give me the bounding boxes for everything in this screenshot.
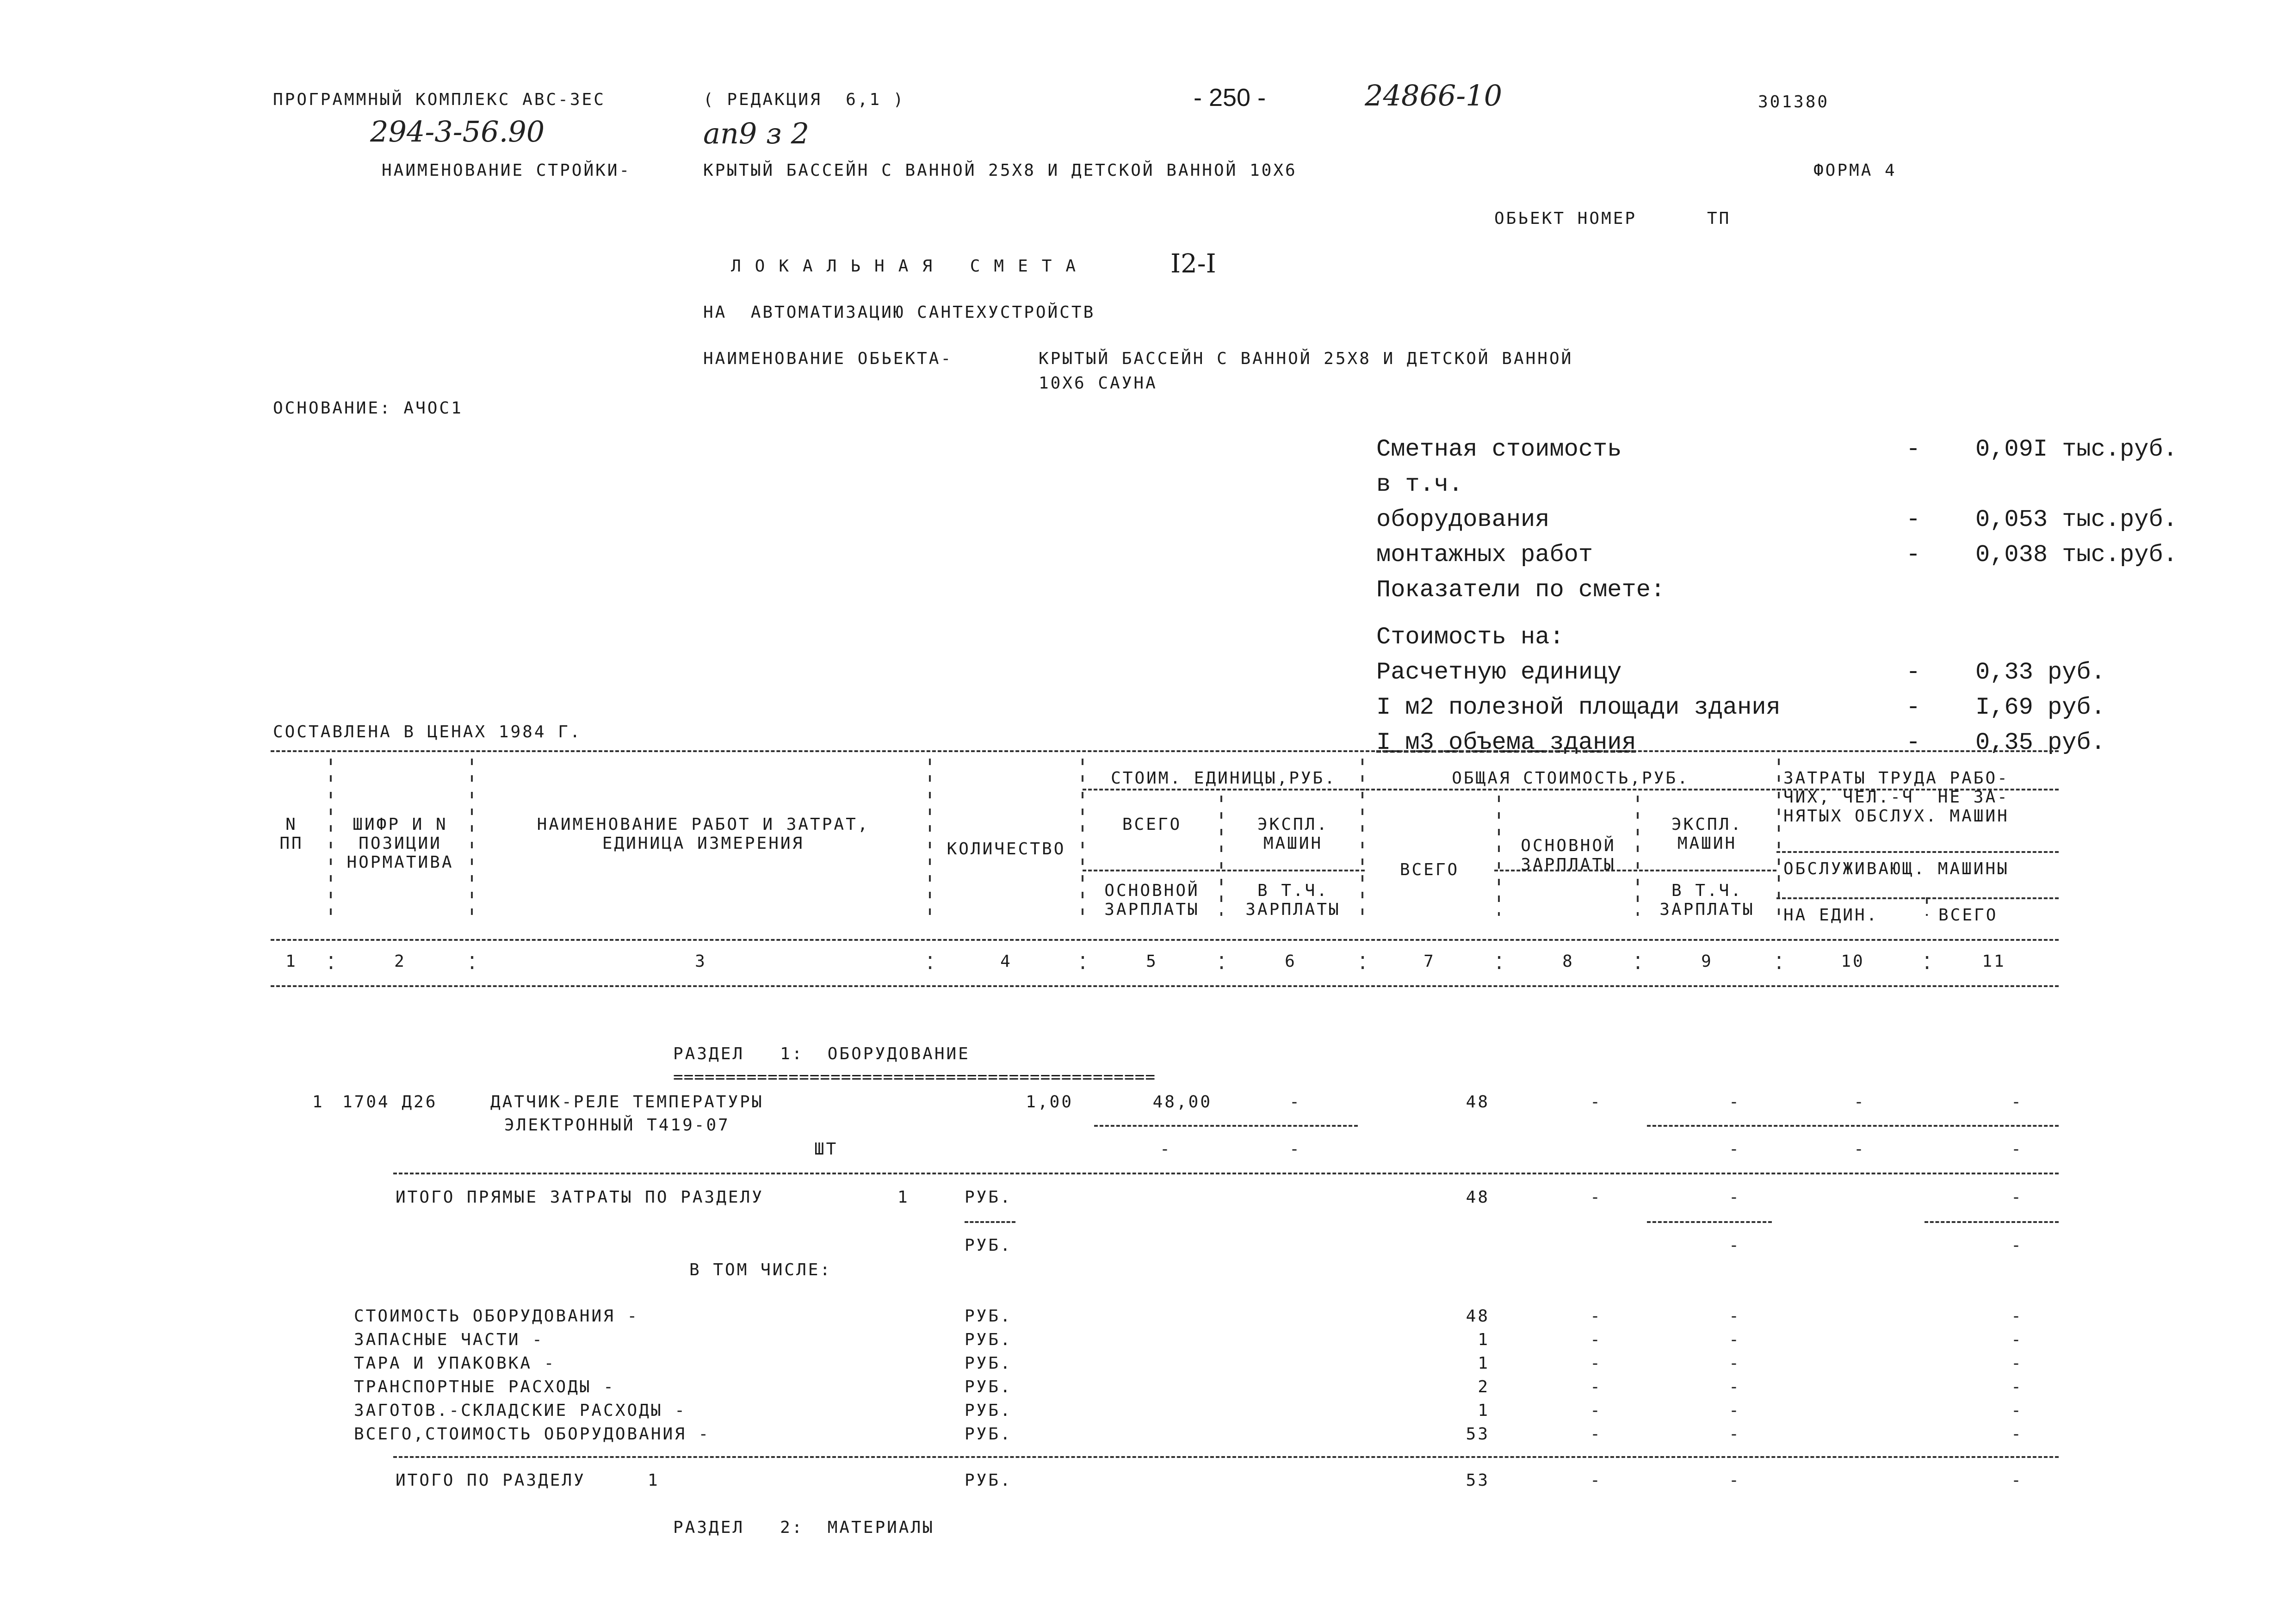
table-top-rule (271, 750, 2059, 752)
item-machines: - (1729, 1093, 1741, 1111)
summary-value-area: I,69 руб. (1975, 694, 2105, 721)
breakdown-machines: - (1729, 1377, 1741, 1396)
breakdown-labor: - (2011, 1377, 2023, 1396)
breakdown-labor: - (2011, 1401, 2023, 1420)
breakdown-total: 1 (1478, 1354, 1490, 1373)
item-wage: - (1590, 1093, 1602, 1111)
breakdown-total: 1 (1478, 1330, 1490, 1349)
direct-costs-wage: - (1590, 1188, 1602, 1207)
col-number: 2 (394, 952, 406, 971)
object-name-label: НАИМЕНОВАНИЕ ОБЬЕКТА- (703, 349, 953, 368)
estimate-title: ЛОКАЛЬНАЯ СМЕТА (731, 257, 1090, 276)
estimate-number: I2-I (1170, 249, 1216, 279)
item-code: 1704 Д26 (342, 1093, 438, 1111)
col-number: 5 (1146, 952, 1158, 971)
direct-costs-machines: - (1729, 1188, 1741, 1207)
item-labor-total: - (2011, 1093, 2023, 1111)
direct-costs-unit-2: РУБ. (965, 1236, 1012, 1255)
breakdown-labor: - (2011, 1307, 2023, 1326)
summary-dash: - (1906, 541, 1921, 568)
direct-costs-labor-2: - (2011, 1236, 2023, 1255)
estimate-basis: ОСНОВАНИЕ: АЧОС1 (273, 399, 463, 418)
col-header-no: N ПП (279, 815, 303, 853)
breakdown-total: 53 (1466, 1425, 1490, 1444)
breakdown-label-warehouse: ЗАГОТОВ.-СКЛАДСКИЕ РАСХОДЫ - (354, 1401, 687, 1420)
col-header-total-wage: ОСНОВНОЙ ЗАРПЛАТЫ (1521, 836, 1616, 874)
breakdown-total: 48 (1466, 1307, 1490, 1326)
object-name-line2: 10Х6 САУНА (1039, 374, 1157, 393)
direct-costs-labor: - (2011, 1188, 2023, 1207)
breakdown-unit: РУБ. (965, 1425, 1012, 1444)
item-unit-machines: - (1289, 1093, 1301, 1111)
including-label: В ТОМ ЧИСЛЕ: (689, 1260, 832, 1279)
breakdown-machines: - (1729, 1354, 1741, 1373)
item-sub-rule (1094, 1125, 1358, 1127)
col-header-labor-service: ОБСЛУЖИВАЮЩ. МАШИНЫ (1783, 859, 2009, 878)
summary-label-unit: Расчетную единицу (1376, 659, 1622, 686)
col-header-qty: КОЛИЧЕСТВО (947, 840, 1066, 858)
breakdown-wage: - (1590, 1354, 1602, 1373)
breakdown-labor: - (2011, 1330, 2023, 1349)
col-header-unit-mach: ЭКСПЛ. МАШИН (1257, 815, 1329, 853)
summary-label-cost-per: Стоимость на: (1376, 624, 1564, 651)
section-total-value: 53 (1466, 1471, 1490, 1490)
handwritten-mid-note: ап9 з 2 (703, 117, 810, 150)
col-number: 10 (1841, 952, 1865, 971)
section-total-machines: - (1729, 1471, 1741, 1490)
section-total-wage: - (1590, 1471, 1602, 1490)
col-number: 1 (285, 952, 297, 971)
item-sub-dash: - (1289, 1140, 1301, 1159)
summary-dash: - (1906, 729, 1921, 756)
summary-label-equipment: оборудования (1376, 506, 1550, 533)
price-level: СОСТАВЛЕНА В ЦЕНАХ 1984 Г. (273, 722, 582, 741)
code-right: 301380 (1758, 93, 1830, 111)
summary-dash: - (1906, 659, 1921, 686)
number-row-separators (0, 951, 2296, 978)
header-bottom-rule (271, 939, 2059, 941)
direct-costs-sub-rule (1647, 1221, 1772, 1223)
handwritten-project-code: 294-3-56.90 (370, 115, 545, 148)
item-unit: ШТ (814, 1140, 838, 1159)
breakdown-machines: - (1729, 1425, 1741, 1444)
section-total-rule (393, 1456, 2059, 1458)
col-header-code: ШИФР И N ПОЗИЦИИ НОРМАТИВА (347, 815, 454, 872)
breakdown-unit: РУБ. (965, 1330, 1012, 1349)
col-header-total-all: ВСЕГО (1399, 860, 1460, 879)
direct-costs-sub-rule (1925, 1221, 2059, 1223)
col-header-unit-wage: ОСНОВНОЙ ЗАРПЛАТЫ (1104, 881, 1200, 919)
breakdown-wage: - (1590, 1377, 1602, 1396)
breakdown-label-packaging: ТАРА И УПАКОВКА - (354, 1354, 556, 1373)
col-header-total-cost: ОБЩАЯ СТОИМОСТЬ,РУБ. (1452, 769, 1690, 788)
direct-costs-machines-2: - (1729, 1236, 1741, 1255)
summary-label-area: I м2 полезной площади здания (1376, 694, 1781, 721)
item-name-line1: ДАТЧИК-РЕЛЕ ТЕМПЕРАТУРЫ (490, 1093, 764, 1111)
direct-costs-total: 48 (1466, 1188, 1490, 1207)
breakdown-labor: - (2011, 1425, 2023, 1444)
section-total-unit: РУБ. (965, 1471, 1012, 1490)
summary-value-total: 0,09I тыс.руб. (1975, 436, 2178, 463)
breakdown-label-transport: ТРАНСПОРТНЫЕ РАСХОДЫ - (354, 1377, 615, 1396)
breakdown-total: 1 (1478, 1401, 1490, 1420)
col-header-unit-incl: В Т.Ч. ЗАРПЛАТЫ (1245, 881, 1341, 919)
breakdown-machines: - (1729, 1401, 1741, 1420)
direct-costs-unit: РУБ. (965, 1188, 1012, 1207)
col-header-labor-unit: НА ЕДИН. (1783, 906, 1879, 925)
breakdown-machines: - (1729, 1307, 1741, 1326)
item-sub-dash: - (1729, 1140, 1741, 1159)
summary-label-installation: монтажных работ (1376, 541, 1593, 568)
object-number-value: ТП (1707, 209, 1731, 228)
item-total: 48 (1466, 1093, 1490, 1111)
breakdown-label-equipment: СТОИМОСТЬ ОБОРУДОВАНИЯ - (354, 1307, 639, 1326)
edition: ( РЕДАКЦИЯ 6,1 ) (703, 90, 905, 109)
col-number: 6 (1285, 952, 1297, 971)
handwritten-doc-number: 24866-10 (1365, 79, 1503, 112)
item-name-line2: ЭЛЕКТРОННЫЙ Т419-07 (504, 1116, 730, 1135)
estimate-subject: НА АВТОМАТИЗАЦИЮ САНТЕХУСТРОЙСТВ (703, 303, 1095, 322)
col-number: 4 (1000, 952, 1012, 971)
section-total-label: ИТОГО ПО РАЗДЕЛУ (396, 1471, 586, 1490)
page-number: - 250 - (1194, 84, 1266, 111)
item-quantity: 1,00 (1026, 1093, 1073, 1111)
breakdown-unit: РУБ. (965, 1307, 1012, 1326)
section1-title: РАЗДЕЛ 1: ОБОРУДОВАНИЕ (673, 1044, 970, 1063)
summary-label-incl: в т.ч. (1376, 471, 1463, 498)
breakdown-labor: - (2011, 1354, 2023, 1373)
item-labor-unit: - (1854, 1093, 1866, 1111)
col-number: 8 (1562, 952, 1574, 971)
item-sub-rule (1647, 1125, 2059, 1127)
direct-costs-section-no: 1 (897, 1188, 910, 1207)
summary-label-volume: I м3 объема здания (1376, 729, 1636, 756)
summary-value-volume: 0,35 руб. (1975, 729, 2105, 756)
breakdown-wage: - (1590, 1307, 1602, 1326)
summary-dash: - (1906, 506, 1921, 533)
col-header-total-mach: ЭКСПЛ. МАШИН (1671, 815, 1743, 853)
breakdown-machines: - (1729, 1330, 1741, 1349)
direct-costs-rule (393, 1173, 2059, 1174)
construction-label: НАИМЕНОВАНИЕ СТРОЙКИ- (382, 161, 631, 180)
item-sub-dash: - (1160, 1140, 1172, 1159)
col-header-name: НАИМЕНОВАНИЕ РАБОТ И ЗАТРАТ, ЕДИНИЦА ИЗМЕРЕНИЯ (537, 815, 870, 853)
section-total-no: 1 (648, 1471, 660, 1490)
col-number: 11 (1982, 952, 2006, 971)
summary-value-installation: 0,038 тыс.руб. (1975, 541, 2178, 568)
item-sub-dash: - (2011, 1140, 2023, 1159)
summary-label-total: Сметная стоимость (1376, 436, 1622, 463)
direct-costs-label: ИТОГО ПРЯМЫЕ ЗАТРАТЫ ПО РАЗДЕЛУ (396, 1188, 764, 1207)
numbers-bottom-rule (271, 985, 2059, 987)
col-header-labor: ЗАТРАТЫ ТРУДА РАБО- ЧИХ, ЧЕЛ.-Ч НЕ ЗА- НЯТЫХ ОБСЛУХ. МАШИН (1783, 769, 2009, 826)
item-unit-price: 48,00 (1152, 1093, 1212, 1111)
breakdown-label-spare-parts: ЗАПАСНЫЕ ЧАСТИ - (354, 1330, 544, 1349)
breakdown-label-equipment-total: ВСЕГО,СТОИМОСТЬ ОБОРУДОВАНИЯ - (354, 1425, 711, 1444)
col-header-unit-total: ВСЕГО (1122, 815, 1182, 834)
section-total-labor: - (2011, 1471, 2023, 1490)
col-number: 9 (1701, 952, 1713, 971)
summary-value-unit: 0,33 руб. (1975, 659, 2105, 686)
breakdown-unit: РУБ. (965, 1354, 1012, 1373)
breakdown-wage: - (1590, 1330, 1602, 1349)
program-name: ПРОГРАММНЫЙ КОМПЛЕКС АВС-3ЕС (273, 90, 606, 109)
breakdown-wage: - (1590, 1401, 1602, 1420)
col-header-labor-total: ВСЕГО (1938, 906, 1998, 925)
breakdown-unit: РУБ. (965, 1401, 1012, 1420)
col-header-unit-cost: СТОИМ. ЕДИНИЦЫ,РУБ. (1111, 769, 1337, 788)
summary-dash: - (1906, 694, 1921, 721)
summary-label-indicators: Показатели по смете: (1376, 576, 1665, 604)
col-number: 3 (695, 952, 707, 971)
object-number-label: ОБЬЕКТ НОМЕР (1494, 209, 1637, 228)
summary-dash: - (1906, 436, 1921, 463)
object-name-line1: КРЫТЫЙ БАССЕЙН С ВАННОЙ 25Х8 И ДЕТСКОЙ ВАННОЙ (1039, 349, 1573, 368)
summary-value-equipment: 0,053 тыс.руб. (1975, 506, 2178, 533)
breakdown-total: 2 (1478, 1377, 1490, 1396)
breakdown-wage: - (1590, 1425, 1602, 1444)
item-sub-dash: - (1854, 1140, 1866, 1159)
col-header-total-incl: В Т.Ч. ЗАРПЛАТЫ (1659, 881, 1755, 919)
construction-name: КРЫТЫЙ БАССЕЙН С ВАННОЙ 25Х8 И ДЕТСКОЙ ВАННОЙ 10Х6 (703, 161, 1297, 180)
section1-underline: ============================================== (673, 1068, 1156, 1087)
item-no: 1 (312, 1093, 324, 1111)
direct-costs-sub-rule (965, 1221, 1015, 1223)
section2-title: РАЗДЕЛ 2: МАТЕРИАЛЫ (673, 1518, 934, 1537)
col-number: 7 (1423, 952, 1436, 971)
form-number: ФОРМА 4 (1813, 161, 1897, 180)
breakdown-unit: РУБ. (965, 1377, 1012, 1396)
header-column-separators (0, 759, 2296, 920)
